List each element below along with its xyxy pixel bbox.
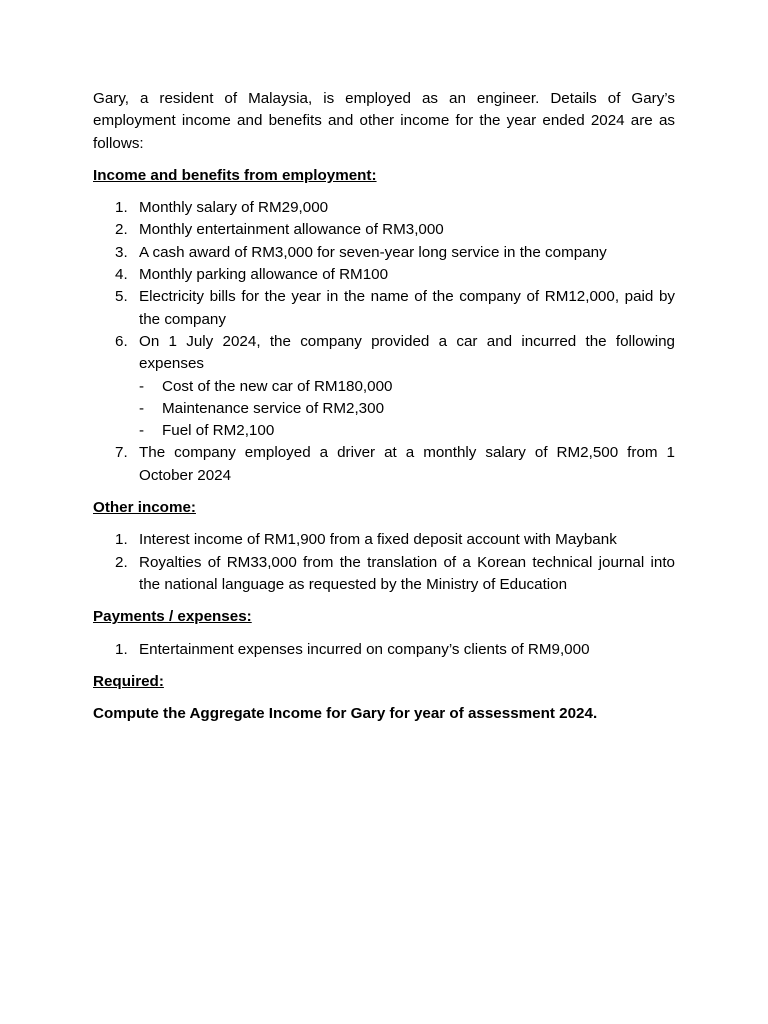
item-number: 1. [115,640,128,658]
item-number: 2. [115,221,128,239]
list-item [93,552,675,597]
item-text: Electricity bills for the year in the name of the company of RM12,000, paid by the company [139,288,675,328]
list-item [93,219,675,241]
dash-bullet: - [139,422,145,440]
other-income-list [93,529,675,596]
item-number: 6. [115,332,128,350]
sub-list-item [139,376,675,398]
item-number: 7. [115,444,128,462]
intro-paragraph: Gary, a resident of Malaysia, is employed as an engineer. Details of Gary’s employment income and benefits and other income for the year ended 2024 are as follows: [93,90,675,152]
item-text: Monthly salary of RM29,000 [139,199,329,217]
car-expenses-sublist [139,376,675,443]
list-item [93,197,675,219]
list-item [93,264,675,286]
payments-heading: Payments / expenses: [93,608,252,626]
dash-bullet: - [139,377,145,395]
item-text: The company employed a driver at a monthly salary of RM2,500 from 1 October 2024 [139,444,675,484]
list-item [93,286,675,331]
item-text: On 1 July 2024, the company provided a car and incurred the following expenses [139,332,675,373]
item-text: Monthly parking allowance of RM100 [139,266,389,284]
employment-list [93,197,675,487]
sub-item-text: Maintenance service of RM2,300 [162,399,385,417]
list-item [93,242,675,264]
item-number: 1. [115,199,128,217]
dash-bullet: - [139,399,145,417]
item-text: A cash award of RM3,000 for seven-year long service in the company [139,243,607,261]
other-income-heading: Other income: [93,499,196,517]
item-number: 2. [115,553,128,571]
item-text: Monthly entertainment allowance of RM3,000 [139,221,444,239]
employment-heading: Income and benefits from employment: [93,166,377,184]
item-text: Interest income of RM1,900 from a fixed deposit account with Maybank [139,531,617,549]
required-task: Compute the Aggregate Income for Gary for year of assessment 2024. [93,705,598,723]
list-item [93,442,675,487]
required-heading: Required: [93,672,164,690]
list-item [93,331,675,442]
item-number: 5. [115,288,128,306]
item-number: 1. [115,531,128,549]
item-text: Entertainment expenses incurred on company’s clients of RM9,000 [139,640,590,658]
list-item [93,639,675,661]
payments-list [93,639,675,661]
sub-list-item [139,398,675,420]
sub-item-text: Cost of the new car of RM180,000 [162,377,393,395]
document-page [93,88,675,725]
item-number: 3. [115,243,128,261]
list-item [93,529,675,551]
item-text: Royalties of RM33,000 from the translation of a Korean technical journal into the national language as requested by the Ministry of Education [139,553,675,593]
sub-list-item [139,420,675,442]
item-number: 4. [115,266,128,284]
sub-item-text: Fuel of RM2,100 [162,422,275,440]
